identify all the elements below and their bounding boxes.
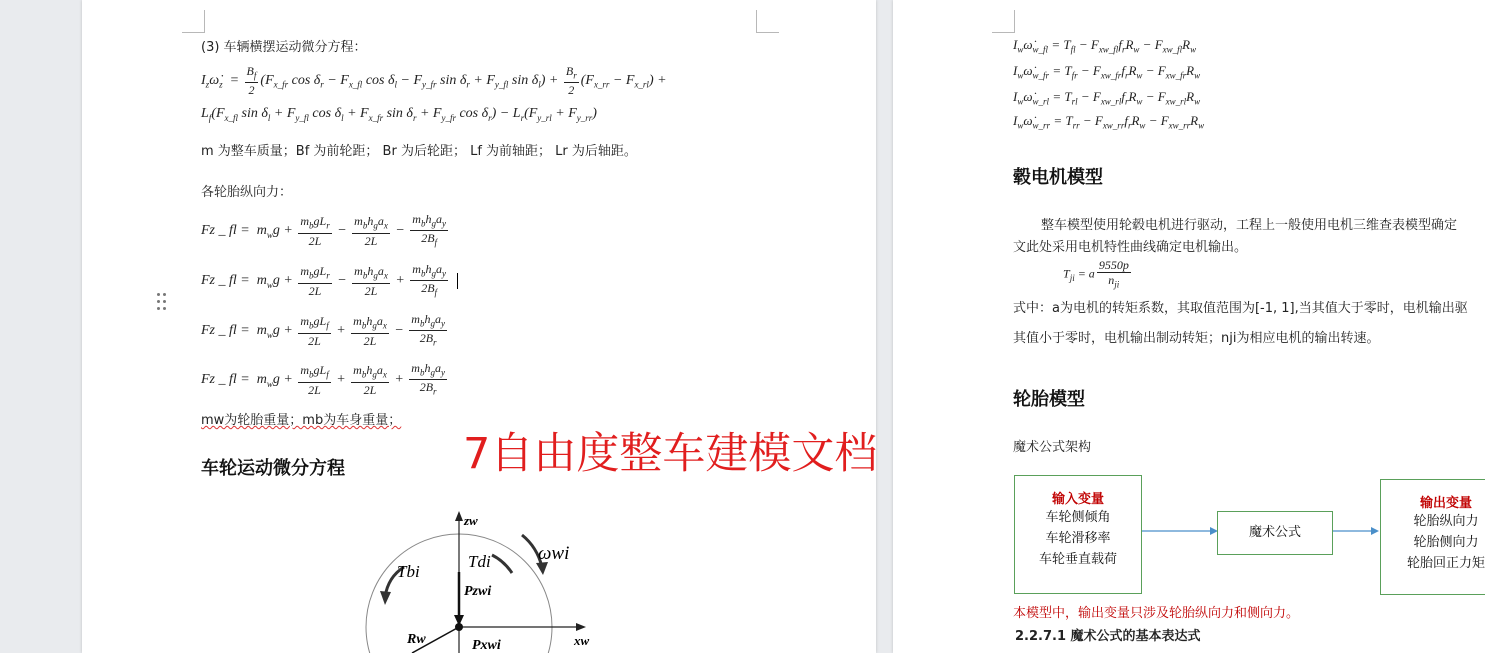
fz-equation-4[interactable]: Fz _ fl = $m_wg$ + $\frac{m_bgL_f}{2L}$ + $\frac{m_bh_ga_x}{2L}$ + $\frac{m_bh_ga_y}{2B_r}$ (201, 361, 445, 397)
motor-paragraph-1[interactable]: 整车模型使用轮毂电机进行驱动，工程上一般使用电机三维查表模型确定 (1041, 218, 1458, 233)
output-variables-box[interactable] (1380, 479, 1485, 595)
item3-title[interactable]: (3) 车辆横摆运动微分方程： (201, 40, 367, 55)
omega-label: ωwi (538, 543, 570, 564)
flow-arrow-2 (1333, 524, 1383, 538)
input-box-title: 输入变量 (1051, 492, 1104, 507)
tbi-arrowhead (380, 591, 391, 605)
tbi-label: Tbi (397, 562, 420, 581)
wheel-section-heading[interactable]: 车轮运动微分方程 (201, 458, 345, 479)
margin-corner-mark (182, 10, 205, 33)
rw-label: Rw (407, 632, 426, 647)
output-item: 轮胎纵向力 (1413, 514, 1479, 529)
z-axis-arrowhead (455, 511, 463, 521)
yaw-equation-line1[interactable]: $I_z\omegȧ_z$ = $\frac{B_f}{2}$ ($F_{x\_fr}$ $\cos \delta_r - F_{x\_fl}$ $\cos \delta_l - F_{y\_fr}$ $\sin \delta_r + F_{y\_fl}$ $\sin \delta_l$) + $\frac{B_r}{2}$ $(F_{x\_rr} - F_{x\_rl})$ + (201, 64, 667, 98)
wheel-equation-rr[interactable]: $I_w\omegȧ_{w\_rr} = T_{rr} - F_{xw\_rr}f_rR_w - F_{xw\_rr}R_w$ (1013, 113, 1205, 131)
mass-definitions[interactable]: mw为轮胎重量；mb为车身重量； (201, 413, 402, 428)
pxwi-label: Pxwi (472, 638, 501, 653)
motor-model-heading[interactable]: 毂电机模型 (1013, 167, 1103, 188)
input-variables-box[interactable] (1014, 475, 1142, 594)
wheel-equation-fr[interactable]: $I_w\omegȧ_{w\_fr} = T_{fr} - F_{xw\_fr}f_rR_w - F_{xw\_fr}R_w$ (1013, 63, 1201, 81)
overlay-title: 7自由度整车建模文档 (463, 429, 878, 479)
subsection-heading[interactable]: 2.2.7.1 魔术公式的基本表达式 (1015, 629, 1201, 644)
wheel-equation-fl[interactable]: $I_w\omegȧ_{w\_fl} = T_{fl} - F_{xw\_fl}f_rR_w - F_{xw\_fl}R_w$ (1013, 37, 1197, 55)
definitions-line[interactable]: m 为整车质量；Bf 为前轮距； Br 为后轮距； Lf 为前轴距； Lr 为后轴距。 (201, 144, 637, 159)
xw-label: xw (574, 633, 590, 648)
contact-point (455, 623, 463, 631)
output-box-title: 输出变量 (1419, 496, 1472, 511)
fz-equation-1[interactable]: Fz _ fl = $m_wg$ + $\frac{m_bgL_r}{2L}$ − $\frac{m_bh_ga_x}{2L}$ − $\frac{m_bh_ga_y}{2B_f}$ (201, 212, 446, 248)
fz-equation-3[interactable]: Fz _ fl = $m_wg$ + $\frac{m_bgL_f}{2L}$ + $\frac{m_bh_ga_x}{2L}$ − $\frac{m_bh_ga_y}{2B_r}$ (201, 312, 445, 348)
output-item: 轮胎回正力矩 (1406, 556, 1485, 571)
tdi-label: Tdi (468, 552, 491, 571)
document-page-right (893, 0, 1485, 653)
drag-handle-icon[interactable] (157, 293, 169, 313)
zw-label: zw (464, 513, 478, 528)
input-item: 车轮垂直载荷 (1038, 552, 1117, 567)
motor-paragraph-3[interactable]: 其值小于零时，电机输出制动转矩；nji为相应电机的输出转速。 (1013, 331, 1380, 346)
output-item: 轮胎侧向力 (1413, 535, 1479, 550)
input-item: 车轮侧倾角 (1045, 510, 1111, 525)
motor-paragraph-1b[interactable]: 文此处采用电机特性曲线确定电机输出。 (1013, 240, 1248, 255)
magic-formula-box[interactable]: 魔术公式 (1217, 511, 1333, 555)
wheel-force-diagram (352, 505, 602, 653)
input-item: 车轮滑移率 (1045, 531, 1111, 546)
yaw-equation-line2[interactable]: $L_f(F_{x\_fl}$ $\sin \delta_l + F_{y\_fl}$ $\cos \delta_l + F_{x\_fr}$ $\sin \delta_r + F_{y\_fr}$ $\cos \delta_r) - L_r(F_{y\_rl} + F_{y\_rr})$ (201, 106, 597, 123)
red-note[interactable]: 本模型中，输出变量只涉及轮胎纵向力和侧向力。 (1013, 606, 1300, 621)
magic-formula-arch-title[interactable]: 魔术公式架构 (1013, 440, 1092, 455)
torque-formula[interactable]: $T_{ji} = a$ $\frac{9550p}{n_{ji}}$ (1063, 258, 1129, 290)
pzwi-label: Pzwi (464, 584, 492, 599)
margin-corner-mark (756, 10, 779, 33)
document-page-left (82, 0, 876, 653)
wheel-equation-rl[interactable]: $I_w\omegȧ_{w\_rl} = T_{rl} - F_{xw\_rl}f_rR_w - F_{xw\_rl}R_w$ (1013, 89, 1201, 107)
x-axis-arrowhead (576, 623, 586, 631)
text-cursor (457, 273, 458, 289)
motor-paragraph-2[interactable]: 式中：a为电机的转矩系数，其取值范围为[-1, 1],当其值大于零时，电机输出驱 (1013, 301, 1468, 316)
margin-corner-mark (992, 10, 1015, 33)
tire-force-title[interactable]: 各轮胎纵向力： (201, 185, 293, 200)
flow-arrow-1 (1142, 524, 1220, 538)
tire-model-heading[interactable]: 轮胎模型 (1013, 389, 1085, 410)
fz-equation-2[interactable]: Fz _ fl = $m_wg$ + $\frac{m_bgL_r}{2L}$ − $\frac{m_bh_ga_x}{2L}$ + $\frac{m_bh_ga_y}{2B_f}$ (201, 262, 458, 300)
tdi-arc (492, 555, 512, 573)
